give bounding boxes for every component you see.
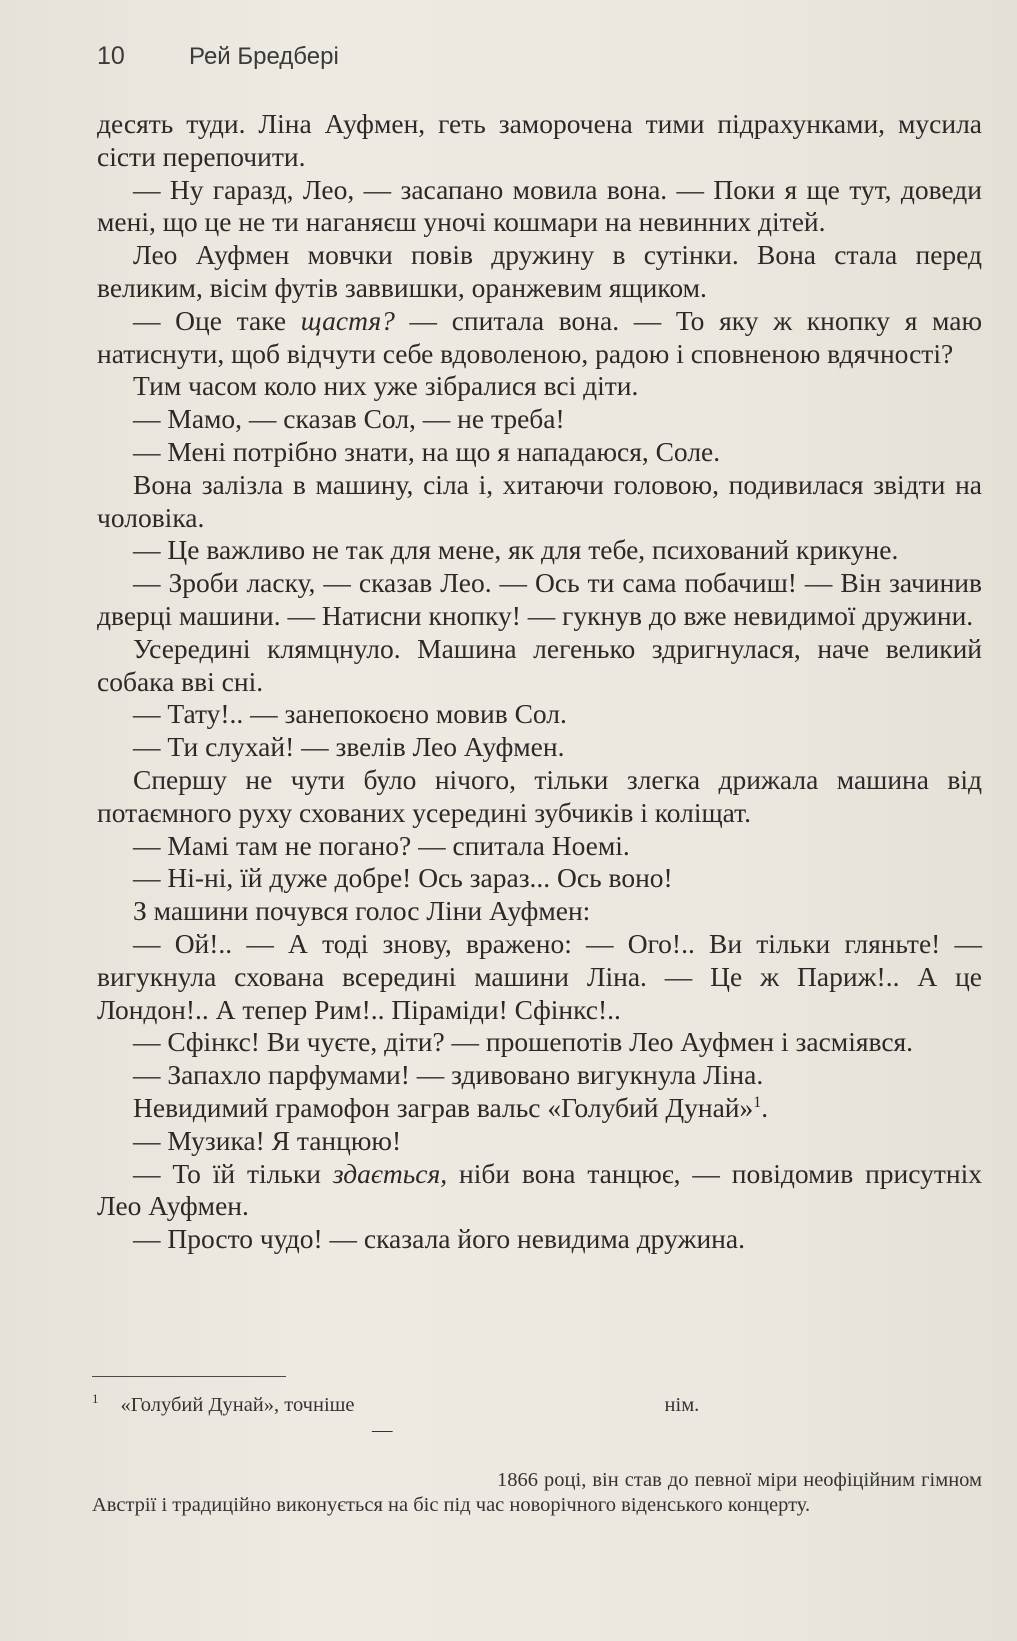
paragraph: — Мені потрібно знати, на що я нападаюся, Соле. [133, 435, 721, 467]
paragraph: Спершу не чути було нічого, тільки злегка дрижала машина від потаємного руху схованих усередині зубчиків і коліщат. [97, 763, 982, 828]
paragraph: — Ну гаразд, Лео, — засапано мовила вона. — Поки я ще тут, доведи мені, що це не ти наганяєш уночі кошмари на невинних дітей. [97, 173, 982, 238]
paragraph: — То їй тільки здається, ніби вона танцює, — повідомив присутніх Лео Ауфмен. [97, 1157, 982, 1222]
paragraph: Невидимий грамофон заграв вальс «Голубий Дунай»$^1$. [133, 1091, 769, 1123]
paragraph: Вона залізла в машину, сіла і, хитаючи головою, подивилася звідти на чоловіка. [97, 468, 982, 533]
paragraph: Тим часом коло них уже зібралися всі діти. [133, 370, 639, 402]
paragraph: — Мамі там не погано? — спитала Ноемі. [133, 829, 630, 861]
paragraph: — Це важливо не так для мене, як для тебе, психований крикуне. [133, 534, 899, 566]
footnote-dash: — [372, 1418, 393, 1441]
paragraph: Лео Ауфмен мовчки повів дружину в сутінки. Вона стала перед великим, вісім футів заввишки, оранжевим ящиком. [97, 239, 982, 303]
footnote-reference: 1 [753, 1093, 762, 1111]
paragraph: — Ой!.. — А тоді знову, вражено: — Ого!.. Ви тільки гляньте! — вигукнула схована всередині машини Ліна. — Це ж Париж!.. А це Лондон!.. А тепер Рим!.. Піраміди! Сфінкс!.. [97, 927, 982, 1025]
footnote-text-part2: нім. [664, 1393, 700, 1416]
paragraph: — Ні-ні, їй дуже добре! Ось зараз... Ось воно! [133, 862, 673, 894]
footnote [92, 1386, 982, 1518]
paragraph: — Зроби ласку, — сказав Лео. — Ось ти сама побачиш! — Він зачинив дверці машини. — Натисни кнопку! — гукнув до вже невидимої дружини. [97, 567, 982, 631]
page-number: 10 [97, 42, 125, 70]
paragraph: — Сфінкс! Ви чуєте, діти? — прошепотів Лео Ауфмен і засміявся. [133, 1026, 914, 1058]
paragraph: десять туди. Ліна Ауфмен, геть заморочена тими підрахунками, мусила сісти перепочити. [97, 108, 982, 172]
footnote-text-part3: 1866 році, він став до певної міри неофіційним гімном Австрії і традиційно виконується на біс під час новорічного віденського концерту. [92, 1468, 982, 1516]
paragraph: — Оце таке щастя? — спитала вона. — То яку ж кнопку я маю натиснути, щоб відчути себе вдоволеною, радою і сповненою вдячності? [97, 304, 982, 369]
page-header [97, 42, 339, 78]
main-text [97, 108, 982, 1256]
footnote-mark: 1 [92, 1391, 99, 1406]
paragraph: — Музика! Я танцюю! [133, 1124, 402, 1156]
footnote-divider [92, 1376, 286, 1377]
paragraph: — Тату!.. — занепокоєно мовив Сол. [133, 698, 567, 730]
emphasis: щастя? [300, 304, 395, 336]
paragraph: — Просто чудо! — сказала його невидима дружина. [133, 1223, 745, 1255]
running-title: Рей Бредбері [189, 43, 339, 70]
paragraph: — Запахло парфумами! — здивовано вигукнула Ліна. [133, 1059, 764, 1091]
paragraph: З машини почувся голос Ліни Ауфмен: [133, 895, 591, 927]
paragraph: — Ти слухай! — звелів Лео Ауфмен. [133, 731, 565, 763]
paragraph: Усередині клямцнуло. Машина легенько здригнулася, наче великий собака вві сні. [97, 632, 982, 697]
footnote-text-part1: «Голубий Дунай», точніше [120, 1393, 355, 1416]
emphasis: здається, [332, 1157, 448, 1189]
paragraph: — Мамо, — сказав Сол, — не треба! [133, 403, 565, 435]
